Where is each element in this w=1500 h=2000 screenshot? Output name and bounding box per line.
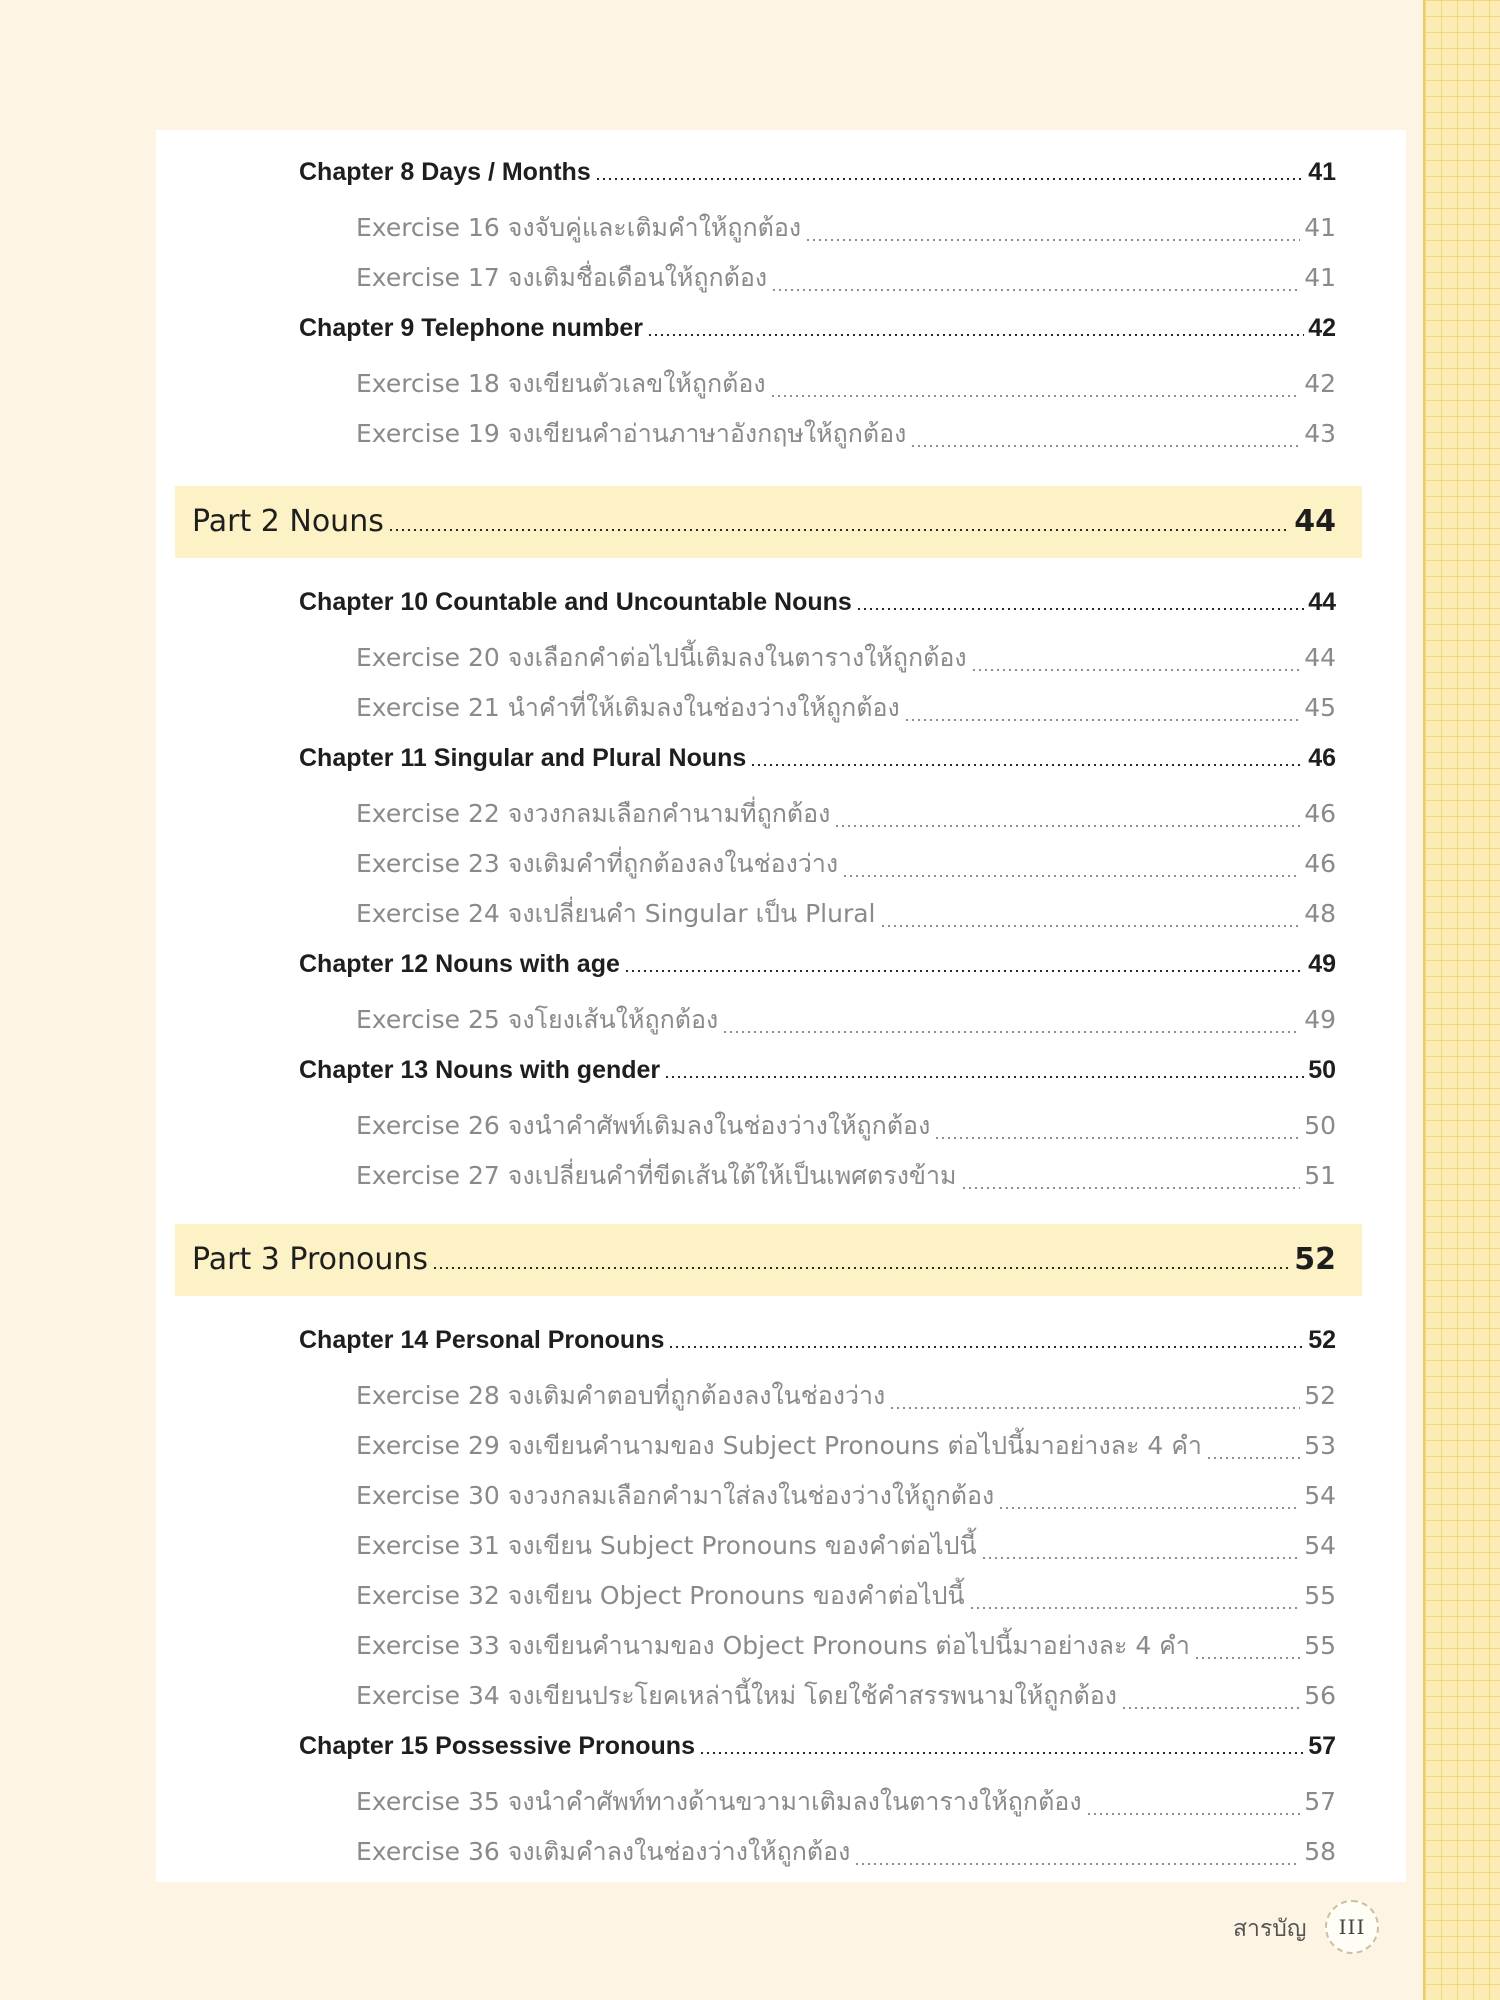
toc-chapter-11[interactable] bbox=[299, 744, 1336, 773]
dot-leader bbox=[699, 1734, 1304, 1762]
toc-entry-title: Exercise 36 จงเติมคำลงในช่องว่างให้ถูกต้อง bbox=[356, 1837, 851, 1866]
toc-entry-title: Exercise 33 จงเขียนคำนามของ Object Pronouns ต่อไปนี้มาอย่างละ 4 คำ bbox=[356, 1631, 1190, 1660]
dot-leader bbox=[971, 651, 1301, 679]
toc-exercise-28[interactable] bbox=[356, 1376, 1336, 1416]
toc-entry-title: Chapter 15 Possessive Pronouns bbox=[299, 1732, 695, 1760]
dot-leader bbox=[981, 1539, 1301, 1567]
toc-entry-page: 44 bbox=[1294, 504, 1336, 539]
toc-exercise-29[interactable] bbox=[356, 1426, 1336, 1466]
toc-entry-title: Part 2 Nouns bbox=[192, 504, 384, 539]
toc-entry-page: 46 bbox=[1304, 849, 1336, 878]
toc-exercise-30[interactable] bbox=[356, 1476, 1336, 1516]
toc-entry-page: 41 bbox=[1304, 263, 1336, 292]
toc-entry-title: Exercise 26 จงนำคำศัพท์เติมลงในช่องว่างให้ถูกต้อง bbox=[356, 1111, 931, 1140]
toc-entry-page: 52 bbox=[1294, 1242, 1336, 1277]
toc-chapter-9[interactable] bbox=[299, 314, 1336, 343]
toc-entry-title: Exercise 23 จงเติมคำที่ถูกต้องลงในช่องว่าง bbox=[356, 849, 839, 878]
toc-entry-page: 45 bbox=[1304, 693, 1336, 722]
page-number-badge bbox=[1325, 1900, 1379, 1954]
toc-exercise-24[interactable] bbox=[356, 894, 1336, 934]
toc-entry-title: Exercise 21 นำคำที่ให้เติมลงในช่องว่างให้ถูกต้อง bbox=[356, 693, 900, 722]
dot-leader bbox=[834, 807, 1300, 835]
toc-exercise-19[interactable] bbox=[356, 414, 1336, 454]
toc-exercise-21[interactable] bbox=[356, 688, 1336, 728]
toc-entry-title: Exercise 16 จงจับคู่และเติมคำให้ถูกต้อง bbox=[356, 213, 802, 242]
toc-exercise-26[interactable] bbox=[356, 1106, 1336, 1146]
dot-leader bbox=[1121, 1689, 1300, 1717]
dot-leader bbox=[388, 506, 1290, 539]
toc-entry-title: Exercise 24 จงเปลี่ยนคำ Singular เป็น Plural bbox=[356, 899, 876, 928]
dot-leader bbox=[668, 1328, 1304, 1356]
toc-entry-page: 44 bbox=[1304, 643, 1336, 672]
toc-entry-page: 55 bbox=[1304, 1581, 1336, 1610]
toc-card bbox=[156, 130, 1406, 1882]
dot-leader bbox=[854, 1845, 1300, 1873]
toc-entry-page: 42 bbox=[1308, 314, 1336, 342]
toc-exercise-20[interactable] bbox=[356, 638, 1336, 678]
dot-leader bbox=[771, 271, 1300, 299]
dot-leader bbox=[969, 1589, 1301, 1617]
page-number: III bbox=[1338, 1915, 1366, 1939]
toc-entry-title: Exercise 17 จงเติมชื่อเดือนให้ถูกต้อง bbox=[356, 263, 768, 292]
toc-exercise-36[interactable] bbox=[356, 1832, 1336, 1872]
toc-entry-title: Chapter 13 Nouns with gender bbox=[299, 1056, 661, 1084]
toc-entry-page: 51 bbox=[1304, 1161, 1336, 1190]
toc-entry-page: 57 bbox=[1304, 1787, 1336, 1816]
dot-leader bbox=[889, 1389, 1300, 1417]
toc-chapter-10[interactable] bbox=[299, 588, 1336, 617]
toc-chapter-13[interactable] bbox=[299, 1056, 1336, 1085]
toc-exercise-33[interactable] bbox=[356, 1626, 1336, 1666]
dot-leader bbox=[722, 1013, 1300, 1041]
dot-leader bbox=[1206, 1439, 1300, 1467]
toc-chapter-15[interactable] bbox=[299, 1732, 1336, 1761]
dot-leader bbox=[842, 857, 1300, 885]
dot-leader bbox=[647, 316, 1304, 344]
toc-entry-page: 55 bbox=[1304, 1631, 1336, 1660]
toc-exercise-35[interactable] bbox=[356, 1782, 1336, 1822]
toc-entry-page: 57 bbox=[1308, 1732, 1336, 1760]
toc-exercise-23[interactable] bbox=[356, 844, 1336, 884]
toc-entry-page: 53 bbox=[1304, 1431, 1336, 1460]
toc-entry-page: 49 bbox=[1308, 950, 1336, 978]
toc-exercise-16[interactable] bbox=[356, 208, 1336, 248]
dot-leader bbox=[624, 952, 1304, 980]
toc-entry-title: Chapter 9 Telephone number bbox=[299, 314, 644, 342]
toc-entry-page: 56 bbox=[1304, 1681, 1336, 1710]
toc-entry-title: Exercise 29 จงเขียนคำนามของ Subject Pronouns ต่อไปนี้มาอย่างละ 4 คำ bbox=[356, 1431, 1202, 1460]
toc-entry-page: 43 bbox=[1304, 419, 1336, 448]
toc-part-3[interactable] bbox=[192, 1242, 1336, 1277]
dot-leader bbox=[998, 1489, 1300, 1517]
toc-entry-title: Chapter 12 Nouns with age bbox=[299, 950, 620, 978]
dot-leader bbox=[664, 1058, 1304, 1086]
toc-entry-title: Exercise 18 จงเขียนตัวเลขให้ถูกต้อง bbox=[356, 369, 766, 398]
dot-leader bbox=[904, 701, 1300, 729]
dot-leader bbox=[1194, 1639, 1300, 1667]
toc-entry-page: 41 bbox=[1304, 213, 1336, 242]
toc-entry-title: Exercise 28 จงเติมคำตอบที่ถูกต้องลงในช่องว่าง bbox=[356, 1381, 886, 1410]
toc-exercise-17[interactable] bbox=[356, 258, 1336, 298]
dot-leader bbox=[770, 377, 1301, 405]
toc-entry-page: 50 bbox=[1304, 1111, 1336, 1140]
toc-exercise-22[interactable] bbox=[356, 794, 1336, 834]
toc-chapter-8[interactable] bbox=[299, 158, 1336, 187]
toc-entry-title: Part 3 Pronouns bbox=[192, 1242, 429, 1277]
footer-section-label: สารบัญ bbox=[1233, 1916, 1307, 1942]
toc-entry-title: Exercise 19 จงเขียนคำอ่านภาษาอังกฤษให้ถูกต้อง bbox=[356, 419, 907, 448]
toc-part-2[interactable] bbox=[192, 504, 1336, 539]
toc-entry-title: Chapter 14 Personal Pronouns bbox=[299, 1326, 665, 1354]
grid-margin-strip bbox=[1423, 0, 1500, 2000]
toc-entry-page: 52 bbox=[1304, 1381, 1336, 1410]
toc-entry-page: 52 bbox=[1308, 1326, 1336, 1354]
toc-entry-page: 44 bbox=[1308, 588, 1336, 616]
toc-exercise-34[interactable] bbox=[356, 1676, 1336, 1716]
dot-leader bbox=[750, 746, 1304, 774]
toc-chapter-12[interactable] bbox=[299, 950, 1336, 979]
dot-leader bbox=[805, 221, 1300, 249]
toc-entry-title: Exercise 35 จงนำคำศัพท์ทางด้านขวามาเติมลงในตารางให้ถูกต้อง bbox=[356, 1787, 1082, 1816]
toc-entry-page: 54 bbox=[1304, 1481, 1336, 1510]
toc-entry-page: 42 bbox=[1304, 369, 1336, 398]
dot-leader bbox=[856, 590, 1304, 618]
toc-entry-page: 48 bbox=[1304, 899, 1336, 928]
toc-entry-page: 50 bbox=[1308, 1056, 1336, 1084]
dot-leader bbox=[910, 427, 1300, 455]
dot-leader bbox=[432, 1244, 1290, 1277]
toc-chapter-14[interactable] bbox=[299, 1326, 1336, 1355]
toc-entry-title: Exercise 22 จงวงกลมเลือกคำนามที่ถูกต้อง bbox=[356, 799, 831, 828]
toc-entry-title: Chapter 11 Singular and Plural Nouns bbox=[299, 744, 747, 772]
toc-entry-title: Exercise 25 จงโยงเส้นให้ถูกต้อง bbox=[356, 1005, 719, 1034]
toc-entry-title: Exercise 30 จงวงกลมเลือกคำมาใส่ลงในช่องว่างให้ถูกต้อง bbox=[356, 1481, 995, 1510]
toc-entry-title: Chapter 8 Days / Months bbox=[299, 158, 591, 186]
toc-entry-page: 54 bbox=[1304, 1531, 1336, 1560]
toc-exercise-32[interactable] bbox=[356, 1576, 1336, 1616]
toc-entry-title: Chapter 10 Countable and Uncountable Nouns bbox=[299, 588, 852, 616]
toc-entry-page: 49 bbox=[1304, 1005, 1336, 1034]
toc-exercise-31[interactable] bbox=[356, 1526, 1336, 1566]
toc-entry-title: Exercise 31 จงเขียน Subject Pronouns ของคำต่อไปนี้ bbox=[356, 1531, 977, 1560]
toc-entry-page: 58 bbox=[1304, 1837, 1336, 1866]
toc-entry-title: Exercise 20 จงเลือกคำต่อไปนี้เติมลงในตารางให้ถูกต้อง bbox=[356, 643, 967, 672]
dot-leader bbox=[961, 1169, 1301, 1197]
dot-leader bbox=[1086, 1795, 1301, 1823]
toc-entry-page: 46 bbox=[1308, 744, 1336, 772]
dot-leader bbox=[934, 1119, 1300, 1147]
toc-entry-page: 46 bbox=[1304, 799, 1336, 828]
toc-entry-title: Exercise 34 จงเขียนประโยคเหล่านี้ใหม่ โดยใช้คำสรรพนามให้ถูกต้อง bbox=[356, 1681, 1117, 1710]
toc-exercise-27[interactable] bbox=[356, 1156, 1336, 1196]
dot-leader bbox=[880, 907, 1301, 935]
toc-exercise-25[interactable] bbox=[356, 1000, 1336, 1040]
toc-entry-title: Exercise 27 จงเปลี่ยนคำที่ขีดเส้นใต้ให้เป็นเพศตรงข้าม bbox=[356, 1161, 957, 1190]
toc-entry-title: Exercise 32 จงเขียน Object Pronouns ของคำต่อไปนี้ bbox=[356, 1581, 965, 1610]
toc-entry-page: 41 bbox=[1308, 158, 1336, 186]
toc-exercise-18[interactable] bbox=[356, 364, 1336, 404]
dot-leader bbox=[595, 160, 1304, 188]
